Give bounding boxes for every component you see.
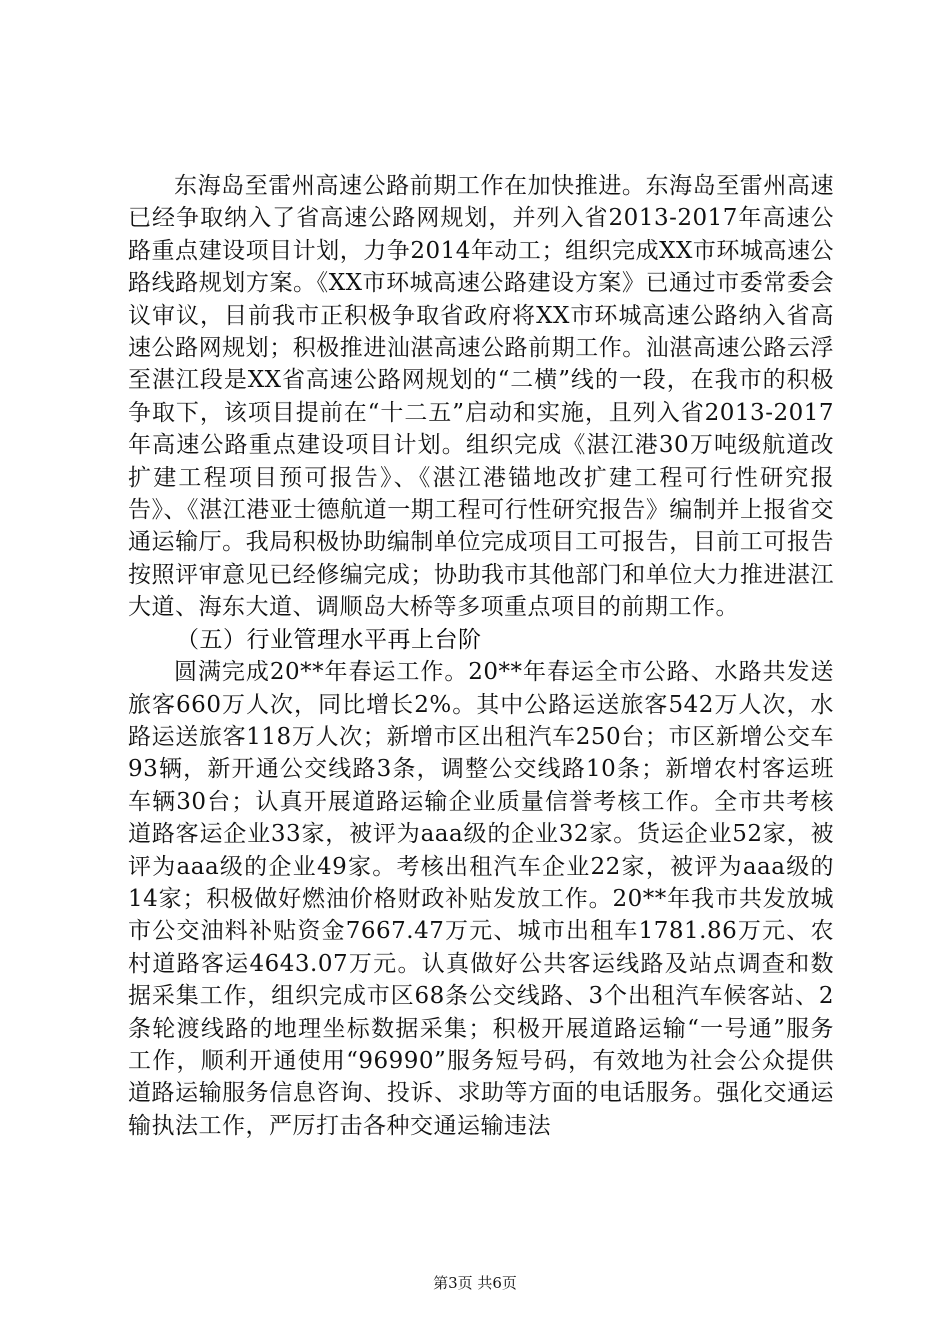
body-paragraph: 圆满完成20**年春运工作。20**年春运全市公路、水路共发送旅客660万人次，同比增长2%。其中公路运送旅客542万人次，水路运送旅客118万人次；新增市区出租汽车250台；市区新增公交车93辆，新开通公交线路3条，调整公交线路10条；新增农村客运班车辆30台；认真开展道路运输企业质量信誉考核工作。全市共考核道路客运企业33家，被评为aaa级的企业32家。货运企业52家，被评为aaa级的企业49家。考核出租汽车企业22家，被评为aaa级的14家；积极做好燃油价格财政补贴发放工作。20**年我市共发放城市公交油料补贴资金7667.47万元、城市出租车1781.86万元、农村道路客运4643.07万元。认真做好公共客运线路及站点调查和数据采集工作，组织完成市区68条公交线路、3个出租汽车候客站、2条轮渡线路的地理坐标数据采集；积极开展道路运输“一号通”服务工作，顺利开通使用“96990”服务短号码，有效地为社会公众提供道路运输服务信息咨询、投诉、求助等方面的电话服务。强化交通运输执法工作，严厉打击各种交通运输违法	[128, 659, 834, 1139]
section-heading: （五）行业管理水平再上台阶	[176, 626, 482, 653]
page-number: 第3页 共6页	[433, 1274, 517, 1292]
body-paragraph: 东海岛至雷州高速公路前期工作在加快推进。东海岛至雷州高速已经争取纳入了省高速公路网规划，并列入省2013-2017年高速公路重点建设项目计划，力争2014年动工；组织完成XX市环城高速公路线路规划方案。《XX市环城高速公路建设方案》已通过市委常委会议审议，目前我市正积极争取省政府将XX市环城高速公路纳入省高速公路网规划；积极推进汕湛高速公路前期工作。汕湛高速公路云浮至湛江段是XX省高速公路网规划的“二横”线的一段，在我市的积极争取下，该项目提前在“十二五”启动和实施，且列入省2013-2017年高速公路重点建设项目计划。组织完成《湛江港30万吨级航道改扩建工程项目预可报告》、《湛江港锚地改扩建工程可行性研究报告》、《湛江港亚士德航道一期工程可行性研究报告》编制并上报省交通运输厅。我局积极协助编制单位完成项目工可报告，目前工可报告按照评审意见已经修编完成；协助我市其他部门和单位大力推进湛江大道、海东大道、调顺岛大桥等多项重点项目的前期工作。	[128, 173, 834, 621]
document-body	[128, 170, 834, 1142]
